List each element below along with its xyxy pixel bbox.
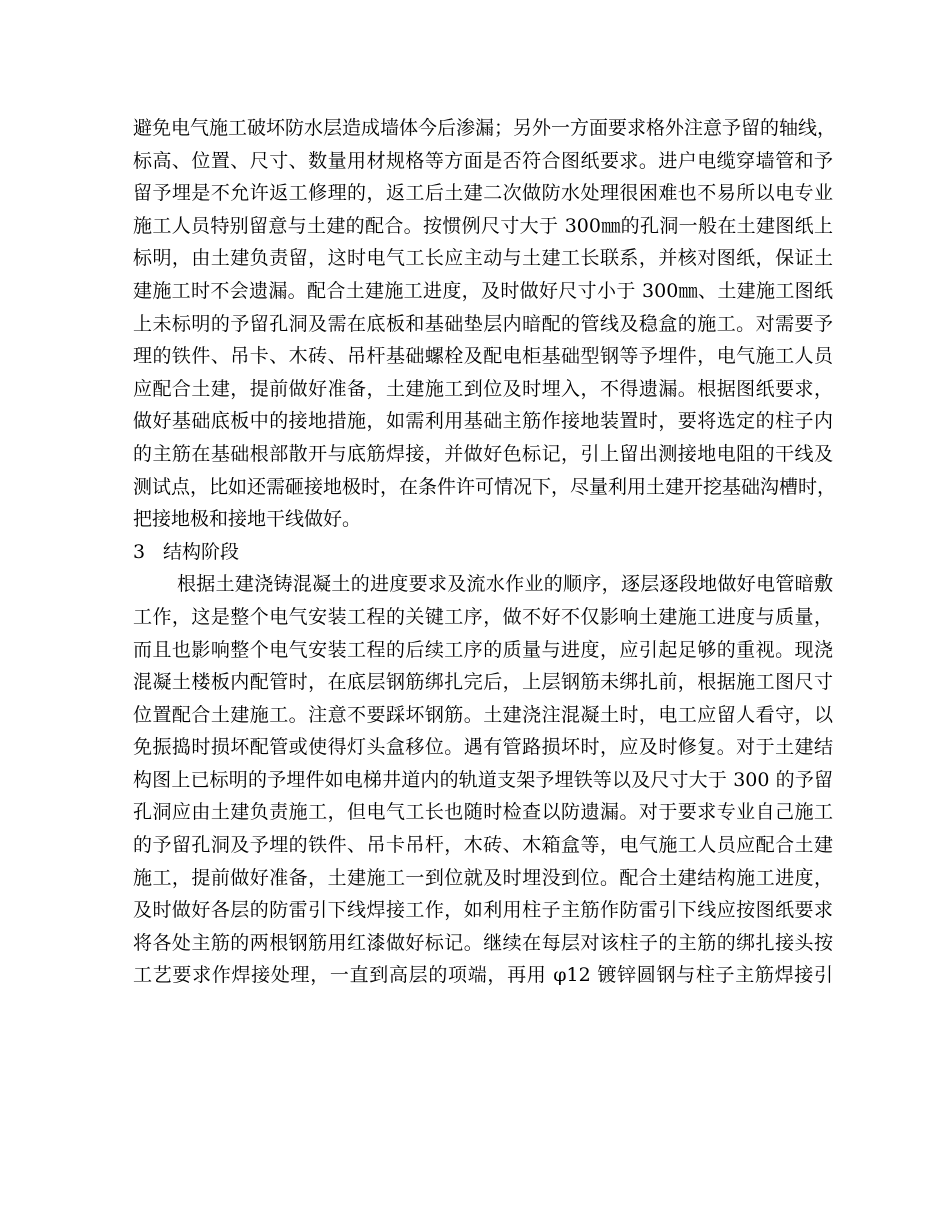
paragraph-line: 上未标明的予留孔洞及需在底板和基础垫层内暗配的管线及稳盒的施工。对需要予 <box>133 312 833 335</box>
paragraph-line: 把接地极和接地干线做好。 <box>133 508 362 531</box>
paragraph-line: 的主筋在基础根部散开与底筋焊接，并做好色标记，引上留出测接地电阻的干线及 <box>133 442 833 465</box>
section-number: 3 <box>133 540 146 563</box>
paragraph-line: 混凝土楼板内配管时，在底层钢筋绑扎完后，上层钢筋未绑扎前，根据施工图尺寸 <box>133 671 833 694</box>
paragraph-2 <box>133 568 833 992</box>
paragraph-line: 理的铁件、吊卡、木砖、吊杆基础螺栓及配电柜基础型钢等予埋件，电气施工人员 <box>133 345 833 368</box>
paragraph-1 <box>133 112 837 536</box>
paragraph-line: 留予埋是不允许返工修理的，返工后土建二次做防水处理很困难也不易所以电专业 <box>133 182 833 205</box>
paragraph-line: 测试点，比如还需砸接地极时，在条件许可情况下，尽量利用土建开挖基础沟槽时， <box>133 475 837 498</box>
paragraph-line: 的予留孔洞及予埋的铁件、吊卡吊杆，木砖、木箱盒等，电气施工人员应配合土建 <box>133 834 833 857</box>
paragraph-line: 做好基础底板中的接地措施，如需利用基础主筋作接地装置时，要将选定的柱子内 <box>133 410 833 433</box>
paragraph-line: 构图上已标明的予埋件如电梯井道内的轨道支架予埋铁等以及尺寸大于 300 的予留 <box>133 768 833 791</box>
paragraph-line: 标明，由土建负责留，这时电气工长应主动与土建工长联系，并核对图纸，保证土 <box>133 247 833 270</box>
section-heading <box>133 536 833 569</box>
paragraph-line: 位置配合土建施工。注意不要踩坏钢筋。土建浇注混凝土时，电工应留人看守，以 <box>133 703 833 726</box>
paragraph-line: 根据土建浇铸混凝土的进度要求及流水作业的顺序，逐层逐段地做好电管暗敷 <box>177 573 833 596</box>
paragraph-line: 标高、位置、尺寸、数量用材规格等方面是否符合图纸要求。进户电缆穿墙管和予 <box>133 149 833 172</box>
paragraph-line: 施工人员特别留意与土建的配合。按惯例尺寸大于 300㎜的孔洞一般在土建图纸上 <box>133 214 833 237</box>
paragraph-line: 而且也影响整个电气安装工程的后续工序的质量与进度，应引起足够的重视。现浇 <box>133 638 833 661</box>
paragraph-line: 建施工时不会遗漏。配合土建施工进度，及时做好尺寸小于 300㎜、土建施工图纸 <box>133 279 833 302</box>
paragraph-line: 孔洞应由土建负责施工，但电气工长也随时检查以防遗漏。对于要求专业自己施工 <box>133 801 833 824</box>
paragraph-line: 施工，提前做好准备，土建施工一到位就及时埋没到位。配合土建结构施工进度， <box>133 866 833 889</box>
section-title: 结构阶段 <box>163 540 240 563</box>
paragraph-line: 免振捣时损坏配管或使得灯头盒移位。遇有管路损坏时，应及时修复。对于土建结 <box>133 736 833 759</box>
paragraph-line: 工艺要求作焊接处理，一直到高层的项端，再用 φ12 镀锌圆钢与柱子主筋焊接引 <box>133 964 833 987</box>
paragraph-line: 将各处主筋的两根钢筋用红漆做好标记。继续在每层对该柱子的主筋的绑扎接头按 <box>133 931 833 954</box>
paragraph-line: 避免电气施工破坏防水层造成墙体今后渗漏；另外一方面要求格外注意予留的轴线， <box>133 117 837 139</box>
paragraph-line: 应配合土建，提前做好准备，土建施工到位及时埋入，不得遗漏。根据图纸要求， <box>133 377 833 400</box>
paragraph-line: 工作，这是整个电气安装工程的关键工序，做不好不仅影响土建施工进度与质量， <box>133 605 833 628</box>
document-body <box>133 112 837 992</box>
paragraph-line: 及时做好各层的防雷引下线焊接工作，如利用柱子主筋作防雷引下线应按图纸要求 <box>133 899 833 922</box>
